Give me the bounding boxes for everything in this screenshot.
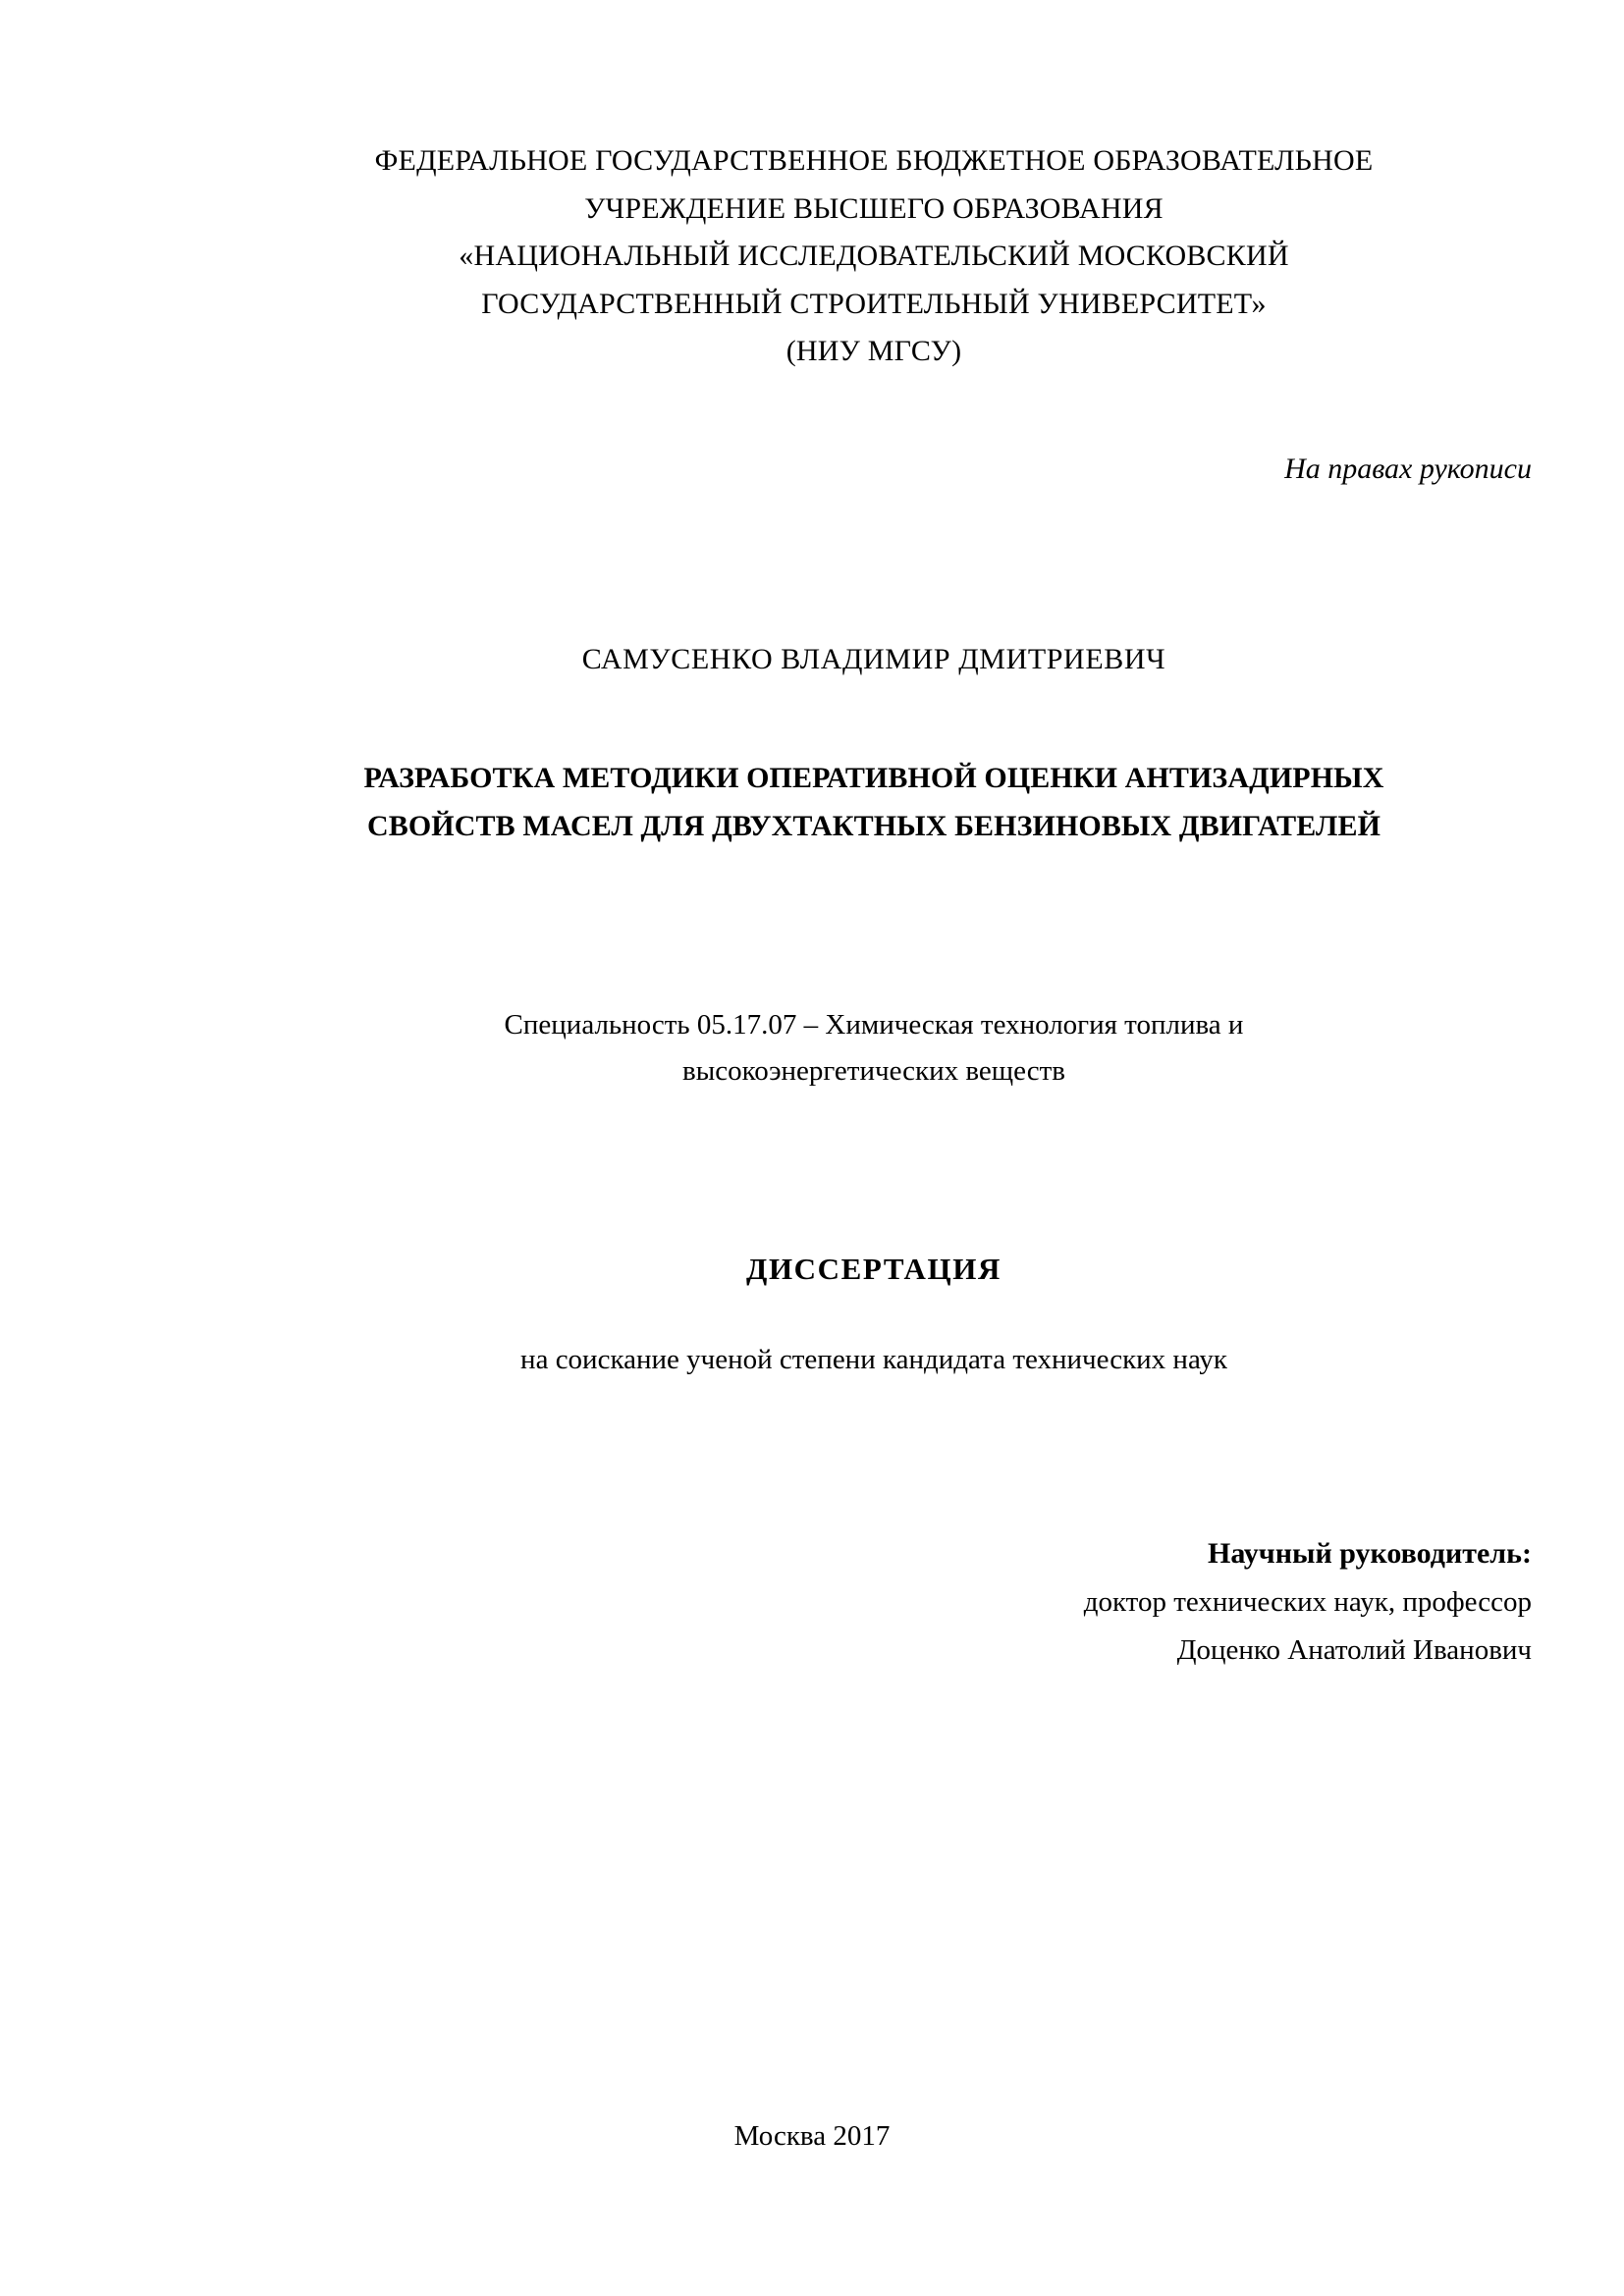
page-content <box>196 0 1551 2296</box>
speciality-line-2: высокоэнергетических веществ <box>682 1055 1065 1088</box>
degree-statement: на соискание ученой степени кандидата технических наук <box>520 1344 1227 1376</box>
manuscript-note: На правах рукописи <box>1284 452 1532 485</box>
speciality-line-1: Специальность 05.17.07 – Химическая технология топлива и <box>504 1009 1244 1041</box>
supervisor-block <box>196 1528 1551 1676</box>
organization-block <box>196 137 1551 376</box>
organization-line-3: «НАЦИОНАЛЬНЫЙ ИССЛЕДОВАТЕЛЬСКИЙ МОСКОВСКИЙ <box>459 240 1289 273</box>
supervisor-label: Научный руководитель: <box>1208 1537 1532 1571</box>
supervisor-name: Доценко Анатолий Иванович <box>1176 1634 1532 1667</box>
organization-line-5: (НИУ МГСУ) <box>785 335 962 368</box>
dissertation-title <box>196 755 1551 850</box>
organization-line-4: ГОСУДАРСТВЕННЫЙ СТРОИТЕЛЬНЫЙ УНИВЕРСИТЕТ» <box>481 287 1267 320</box>
supervisor-degree: доктор технических наук, профессор <box>1083 1586 1532 1619</box>
dissertation-title-line-1: РАЗРАБОТКА МЕТОДИКИ ОПЕРАТИВНОЙ ОЦЕНКИ АНТИЗАДИРНЫХ <box>363 761 1384 794</box>
organization-line-2: УЧРЕЖДЕНИЕ ВЫСШЕГО ОБРАЗОВАНИЯ <box>584 191 1164 225</box>
speciality-block <box>196 1002 1551 1095</box>
organization-line-1: ФЕДЕРАЛЬНОЕ ГОСУДАРСТВЕННОЕ БЮДЖЕТНОЕ ОБРАЗОВАТЕЛЬНОЕ <box>374 144 1374 177</box>
place-and-year: Москва 2017 <box>733 2120 891 2152</box>
dissertation-title-line-2: СВОЙСТВ МАСЕЛ ДЛЯ ДВУХТАКТНЫХ БЕНЗИНОВЫХ ДВИГАТЕЛЕЙ <box>366 809 1380 842</box>
author-name: САМУСЕНКО ВЛАДИМИР ДМИТРИЕВИЧ <box>581 642 1166 675</box>
document-type: ДИССЕРТАЦИЯ <box>746 1252 1001 1287</box>
